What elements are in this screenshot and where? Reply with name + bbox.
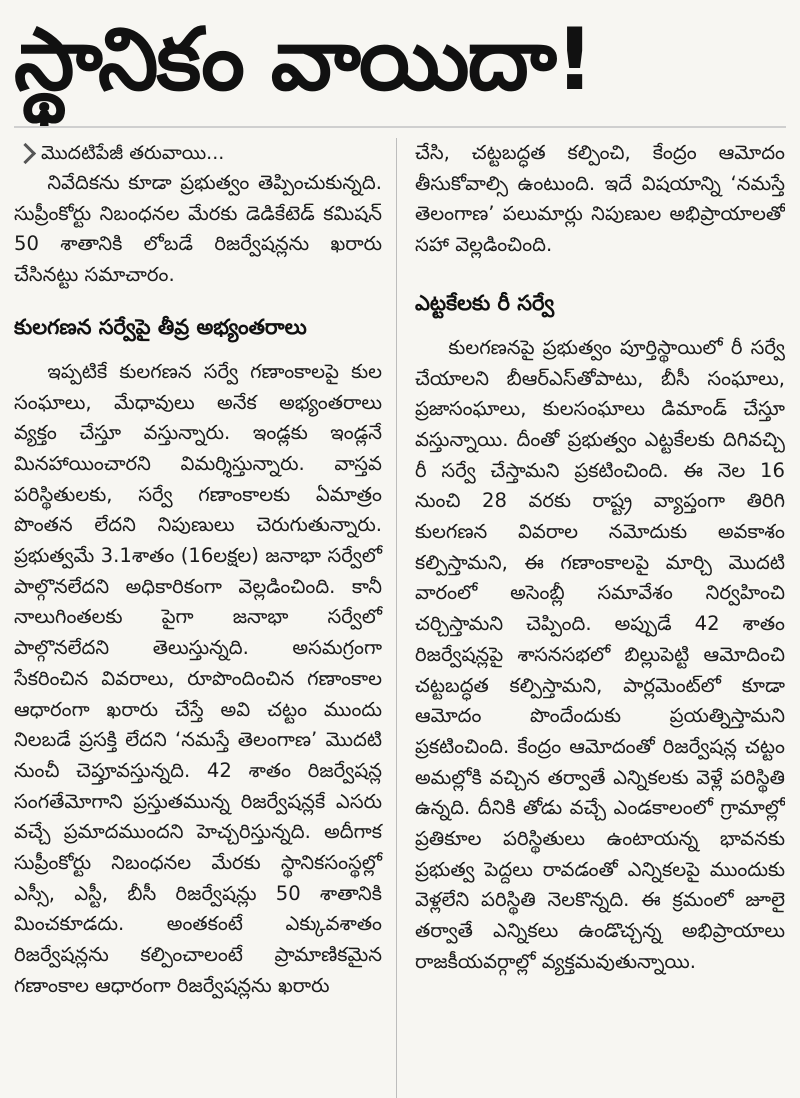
headline: స్థానికం వాయిదా! bbox=[14, 8, 786, 128]
right-intro-paragraph: చేసి, చట్టబద్ధత కల్పించి, కేంద్రం ఆమోదం తీసుకోవాల్సి ఉంటుంది. ఇదే విషయాన్ని ‘నమస్తే తెలంగాణ’ పలుమార్లు నిపుణుల అభిప్రాయాలతో సహా వెల్లడించింది. bbox=[415, 141, 785, 257]
right-subheading: ఎట్టకేలకు రీ సర్వే bbox=[415, 290, 555, 315]
left-intro-paragraph: నివేదికను కూడా ప్రభుత్వం తెప్పించుకున్నది. సుప్రీంకోర్టు నిబంధనల మేరకు డెడికేటెడ్ కమిషన్ 50 శాతానికి లోబడే రిజర్వేషన్లను ఖరారు చేసినట్టు సమాచారం. bbox=[14, 171, 382, 287]
column-divider bbox=[396, 138, 397, 1098]
article-columns bbox=[14, 138, 786, 1098]
left-column bbox=[14, 138, 392, 1098]
chevron-right-icon bbox=[15, 142, 36, 163]
left-subheading: కులగణన సర్వేపై తీవ్ర అభ్యంతరాలు bbox=[14, 314, 307, 339]
left-body-paragraph: ఇప్పటికే కులగణన సర్వే గణాంకాలపై కుల సంఘాలు, మేధావులు అనేక అభ్యంతరాలు వ్యక్తం చేస్తూ వస్తున్నారు. ఇండ్లకు ఇండ్లనే మినహాయించారని విమర్శిస్తున్నారు. వాస్తవ పరిస్థితులకు, సర్వే గణాంకాలకు ఏమాత్రం పొంతన లేదని నిపుణులు చెరుగుతున్నారు. ప్రభుత్వమే 3.1శాతం (16లక్షల) జనాభా సర్వేలో పాల్గొనలేదని అధికారికంగా వెల్లడించింది. కానీ నాలుగింతలకు పైగా జనాభా సర్వేలో పాల్గొనలేదని తెలుస్తున్నది. అసమగ్రంగా సేకరించిన వివరాలు, రూపొందించిన గణాంకాల ఆధారంగా ఖరారు చేస్తే అవి చట్టం ముందు నిలబడే ప్రసక్తి లేదని ‘నమస్తే తెలంగాణ’ మొదటి నుంచీ చెప్తూవస్తున్నది. 42 శాతం రిజర్వేషన్ల సంగతేమోగాని ప్రస్తుతమున్న రిజర్వేషన్లకే ఎసరు వచ్చే ప్రమాదముందని హెచ్చరిస్తున్నది. అదీగాక సుప్రీంకోర్టు నిబంధనల మేరకు స్థానికసంస్థల్లో ఎస్సీ, ఎస్టీ, బీసీ రిజర్వేషన్లు 50 శాతానికి మించకూడదు. అంతకంటే ఎక్కువశాతం రిజర్వేషన్లను కల్పించాలంటే ప్రామాణికమైన గణాంకాల ఆధారంగా రిజర్వేషన్లను ఖరారు bbox=[14, 359, 382, 997]
continuation-text: మొదటిపేజీ తరువాయి... bbox=[41, 142, 225, 164]
right-column bbox=[401, 138, 785, 1098]
right-body-paragraph: కులగణనపై ప్రభుత్వం పూర్తిస్థాయిలో రీ సర్వే చేయాలని బీఆర్ఎస్‌తోపాటు, బీసీ సంఘాలు, ప్రజాసంఘాలు, కులసంఘాలు డిమాండ్ చేస్తూ వస్తున్నాయి. దీంతో ప్రభుత్వం ఎట్టకేలకు దిగివచ్చి రీ సర్వే చేస్తామని ప్రకటించింది. ఈ నెల 16 నుంచి 28 వరకు రాష్ట్ర వ్యాప్తంగా తిరిగి కులగణన వివరాల నమోదుకు అవకాశం కల్పిస్తామని, ఈ గణాంకాలపై మార్చి మొదటి వారంలో అసెంబ్లీ సమావేశం నిర్వహించి చర్చిస్తామని చెప్పింది. అప్పుడే 42 శాతం రిజర్వేషన్లపై శాసనసభలో బిల్లుపెట్టి ఆమోదించి చట్టబద్ధత కల్పిస్తామని, పార్లమెంట్‌లో కూడా ఆమోదం పొందేందుకు ప్రయత్నిస్తామని ప్రకటించింది. కేంద్రం ఆమోదంతో రిజర్వేషన్ల చట్టం అమల్లోకి వచ్చిన తర్వాతే ఎన్నికలకు వెళ్లే పరిస్థితి ఉన్నది. దీనికి తోడు వచ్చే ఎండకాలంలో గ్రామాల్లో ప్రతికూల పరిస్థితులు ఉంటాయన్న భావనకు ప్రభుత్వ పెద్దలు రావడంతో ఎన్నికలపై ముందుకు వెళ్లలేని పరిస్థితి నెలకొన్నది. ఈ క్రమంలో జూలై తర్వాతే ఎన్నికలు ఉండొచ్చన్న అభిప్రాయాలు రాజకీయవర్గాల్లో వ్యక్తమవుతున్నాయి. bbox=[415, 335, 785, 973]
continuation-line bbox=[14, 138, 382, 168]
